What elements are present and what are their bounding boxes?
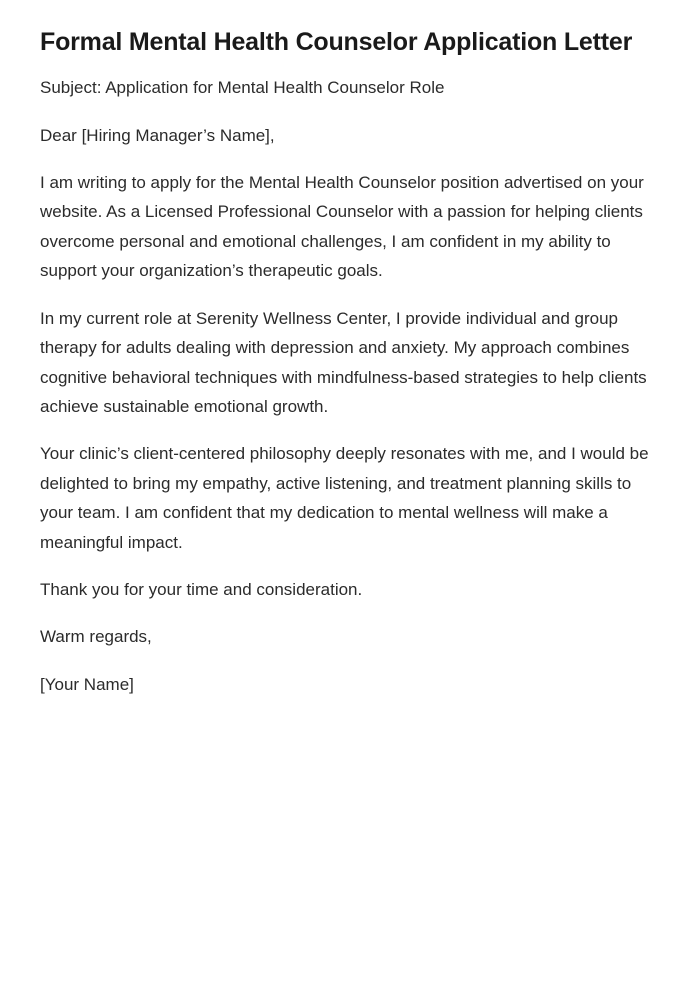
letter-paragraph-1: I am writing to apply for the Mental Health Counselor position advertised on your website. As a Licensed Professional Counselor with a passion for helping clients overcome personal and emotional challenges, I am confident in my ability to support your organization’s therapeutic goals. bbox=[40, 173, 644, 281]
letter-body bbox=[40, 73, 660, 699]
letter-paragraph-2: In my current role at Serenity Wellness Center, I provide individual and group therapy for adults dealing with depression and anxiety. My approach combines cognitive behavioral techniques with mindfulness-based strategies to help clients achieve sustainable emotional growth. bbox=[40, 308, 647, 416]
page-title: Formal Mental Health Counselor Application Letter bbox=[40, 28, 633, 56]
letter-signature-name: [Your Name] bbox=[40, 674, 134, 694]
letter-salutation: Dear [Hiring Manager’s Name], bbox=[40, 125, 275, 145]
letter-closing-thanks: Thank you for your time and consideration. bbox=[40, 579, 363, 599]
letter-subject-line: Subject: Application for Mental Health Counselor Role bbox=[40, 78, 445, 98]
letter-signoff: Warm regards, bbox=[40, 627, 152, 647]
letter-paragraph-3: Your clinic’s client-centered philosophy deeply resonates with me, and I would be delighted to bring my empathy, active listening, and treatment planning skills to your team. I am confident that my dedication to mental wellness will make a meaningful impact. bbox=[40, 444, 649, 552]
